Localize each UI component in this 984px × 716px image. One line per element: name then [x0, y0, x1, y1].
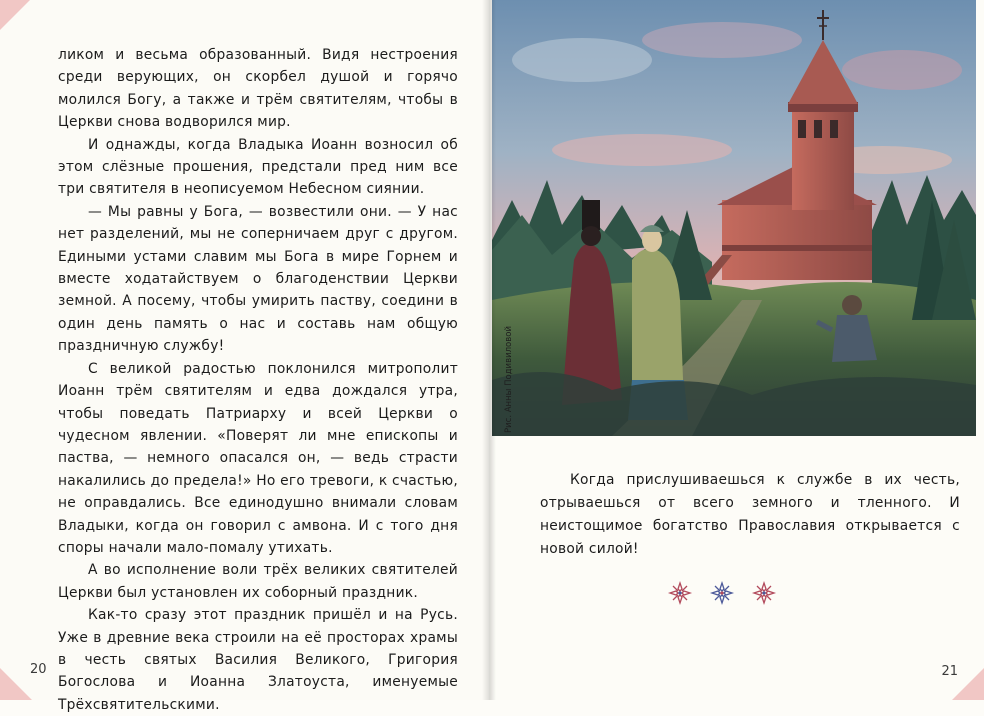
illustration-wooden-church [492, 0, 976, 436]
page-number-right: 21 [941, 664, 958, 679]
paragraph-3: — Мы равны у Бога, — возвестили они. — У нас нет разделений, мы не соперничаем друг с другом. Едиными устами славим мы Бога в мире Горнем и вместе ходатайствуем о благоденствии Церкви земной. А посему, чтобы умирить паству, соедини в один день память о нас и составь нам общую праздничную службу! [58, 203, 458, 355]
paragraph-2: И однажды, когда Владыка Иоанн возносил об этом слёзные прошения, предстали пред ним все три святителя в неописуемом Небесном сиянии. [58, 136, 458, 198]
paragraph-6: Как-то сразу этот праздник пришёл и на Русь. Уже в древние века строили на её просторах храмы в честь святых Василия Великого, Григория Богослова и Иоанна Златоуста, именуемые Трёхсвятительскими. [58, 607, 458, 713]
corner-decoration-bottom-left [0, 668, 32, 700]
flower-ornament-left [668, 581, 692, 605]
illustration-caption-text: Рис. Анны Подивиловой [504, 326, 514, 433]
flower-ornament-center [710, 581, 734, 605]
left-page-body-text [58, 44, 458, 716]
right-page [490, 0, 984, 700]
paragraph-1: ликом и весьма образованный. Видя нестроения среди верующих, он скорбел душой и горячо молился Богу, а также и трём святителям, чтобы в Церкви снова водворился мир. [58, 47, 458, 131]
paragraph-5: А во исполнение воли трёх великих святителей Церкви был установлен их соборный праздник. [58, 562, 458, 601]
left-page [0, 0, 490, 713]
flower-ornament-right [752, 581, 776, 605]
page-gutter-shadow [482, 0, 496, 700]
corner-decoration-top-left [0, 0, 30, 30]
paragraph-4: С великой радостью поклонился митрополит Иоанн трём святителям и едва дождался утра, чтобы поведать Патриарху и всей Церкви о чудесном явлении. «Поверят ли мне епископы и паства, — немного опасался он, — ведь страсти накалились до предела!» Но его тревоги, к счастью, не оправдались. Все единодушно внимали словам Владыки, когда он говорил с амвона. И с того дня споры начали мало-помалу утихать. [58, 360, 458, 556]
page-number-left: 20 [30, 662, 47, 677]
illustration-painting [492, 0, 976, 436]
illustration-caption [500, 300, 518, 435]
right-page-text: Когда прислушиваешься к службе в их честь, отрываешься от всего земного и тленного. И неистощимое богатство Православия открывается с новой силой! [540, 472, 960, 557]
